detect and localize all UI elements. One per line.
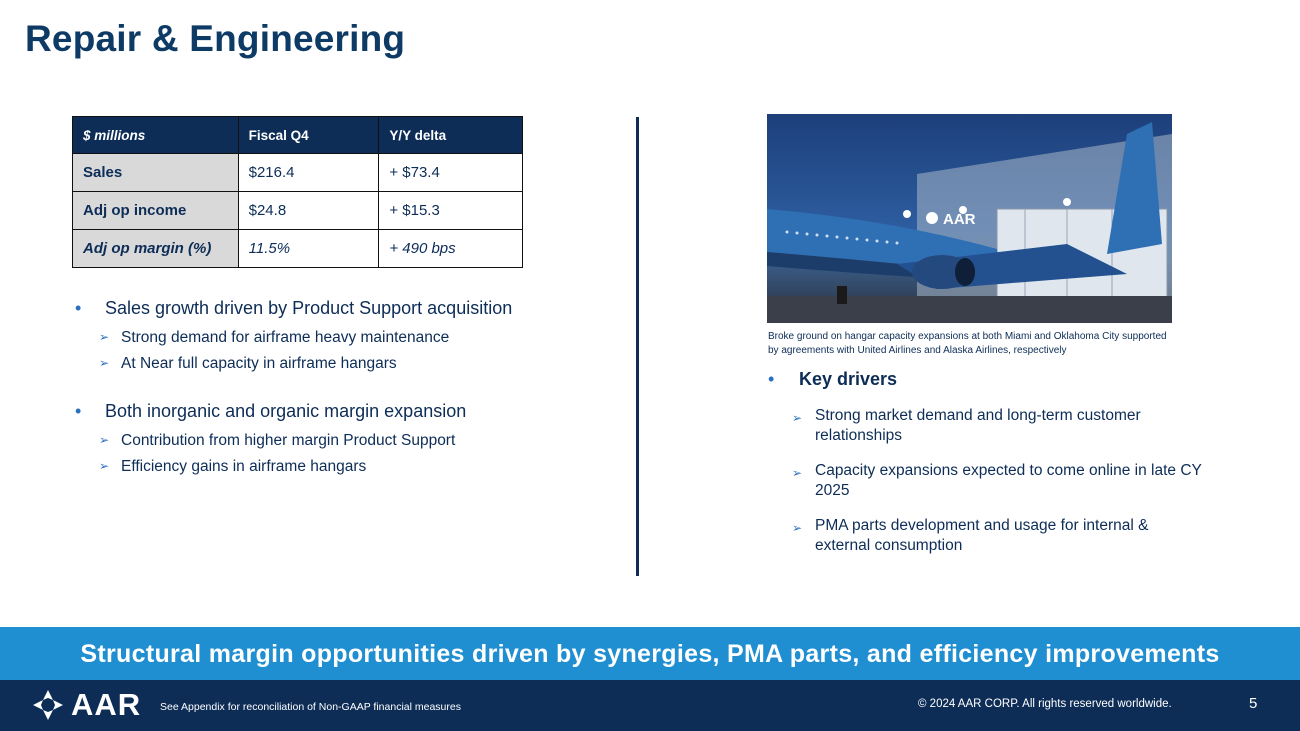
table-header-cell: $ millions bbox=[73, 117, 239, 154]
sub-bullet-text: At Near full capacity in airframe hangars bbox=[121, 355, 397, 372]
bullet-dot-icon: • bbox=[768, 369, 775, 389]
sub-bullet-item bbox=[75, 329, 595, 347]
row-label: Sales bbox=[73, 154, 239, 192]
arrow-bullet-icon: ➢ bbox=[99, 356, 110, 370]
photo-caption: Broke ground on hangar capacity expansions at both Miami and Oklahoma City supported by agreements with United Airlines and Alaska Airlines, respectively bbox=[768, 331, 1167, 356]
sub-bullet-item bbox=[75, 458, 595, 476]
sub-bullet-item bbox=[75, 355, 595, 373]
row-label: Adj op income bbox=[73, 192, 239, 230]
sub-bullet-text: Contribution from higher margin Product Support bbox=[121, 432, 456, 449]
driver-text: Strong market demand and long-term customer relationships bbox=[815, 407, 1141, 444]
hangar-sign-text: AAR bbox=[943, 211, 976, 228]
summary-banner: Structural margin opportunities driven by synergies, PMA parts, and efficiency improvements bbox=[0, 627, 1300, 680]
logo-text: AAR bbox=[71, 687, 142, 722]
sub-bullet-item bbox=[75, 432, 595, 450]
copyright: © 2024 AAR CORP. All rights reserved worldwide. bbox=[918, 698, 1172, 710]
bullet-text: Both inorganic and organic margin expansion bbox=[105, 401, 467, 421]
sub-bullet-text: Efficiency gains in airframe hangars bbox=[121, 458, 367, 475]
arrow-bullet-icon: ➢ bbox=[792, 466, 803, 480]
left-bullet-list bbox=[75, 298, 595, 484]
table-header-row bbox=[73, 117, 523, 154]
table-row bbox=[73, 154, 523, 192]
arrow-bullet-icon: ➢ bbox=[99, 459, 110, 473]
page-number: 5 bbox=[1249, 695, 1258, 712]
bullet-dot-icon: • bbox=[75, 298, 82, 318]
aar-logo-icon bbox=[31, 688, 65, 722]
bullet-text: Sales growth driven by Product Support acquisition bbox=[105, 298, 513, 318]
footnote: See Appendix for reconciliation of Non-GAAP financial measures bbox=[160, 701, 461, 713]
table-cell: 11.5% bbox=[238, 230, 379, 268]
arrow-bullet-icon: ➢ bbox=[99, 330, 110, 344]
table-header-cell: Fiscal Q4 bbox=[238, 117, 379, 154]
bullet-item bbox=[75, 298, 595, 319]
page-title: Repair & Engineering bbox=[25, 18, 406, 59]
financial-table bbox=[72, 116, 523, 268]
arrow-bullet-icon: ➢ bbox=[792, 411, 803, 425]
arrow-bullet-icon: ➢ bbox=[792, 521, 803, 535]
table-cell: $24.8 bbox=[238, 192, 379, 230]
vertical-divider bbox=[636, 117, 639, 576]
aar-logo bbox=[31, 686, 141, 724]
driver-text: Capacity expansions expected to come online in late CY 2025 bbox=[815, 462, 1202, 499]
key-drivers-title: Key drivers bbox=[799, 369, 898, 389]
sub-bullet-text: Strong demand for airframe heavy maintenance bbox=[121, 329, 450, 346]
table-row bbox=[73, 192, 523, 230]
driver-item bbox=[768, 406, 1205, 446]
footer-bar bbox=[0, 680, 1300, 731]
bullet-item bbox=[75, 401, 595, 422]
table-row bbox=[73, 230, 523, 268]
hangar-photo bbox=[767, 114, 1172, 323]
table-cell: + $15.3 bbox=[379, 192, 523, 230]
driver-text: PMA parts development and usage for internal & external consumption bbox=[815, 517, 1149, 554]
table-cell: + $73.4 bbox=[379, 154, 523, 192]
arrow-bullet-icon: ➢ bbox=[99, 433, 110, 447]
bullet-dot-icon: • bbox=[75, 401, 82, 421]
key-drivers-section bbox=[768, 369, 1208, 571]
row-label: Adj op margin (%) bbox=[73, 230, 239, 268]
driver-item bbox=[768, 461, 1205, 501]
table-header-cell: Y/Y delta bbox=[379, 117, 523, 154]
key-drivers-heading bbox=[768, 369, 1208, 390]
driver-item bbox=[768, 516, 1205, 556]
table-cell: + 490 bps bbox=[379, 230, 523, 268]
table-cell: $216.4 bbox=[238, 154, 379, 192]
